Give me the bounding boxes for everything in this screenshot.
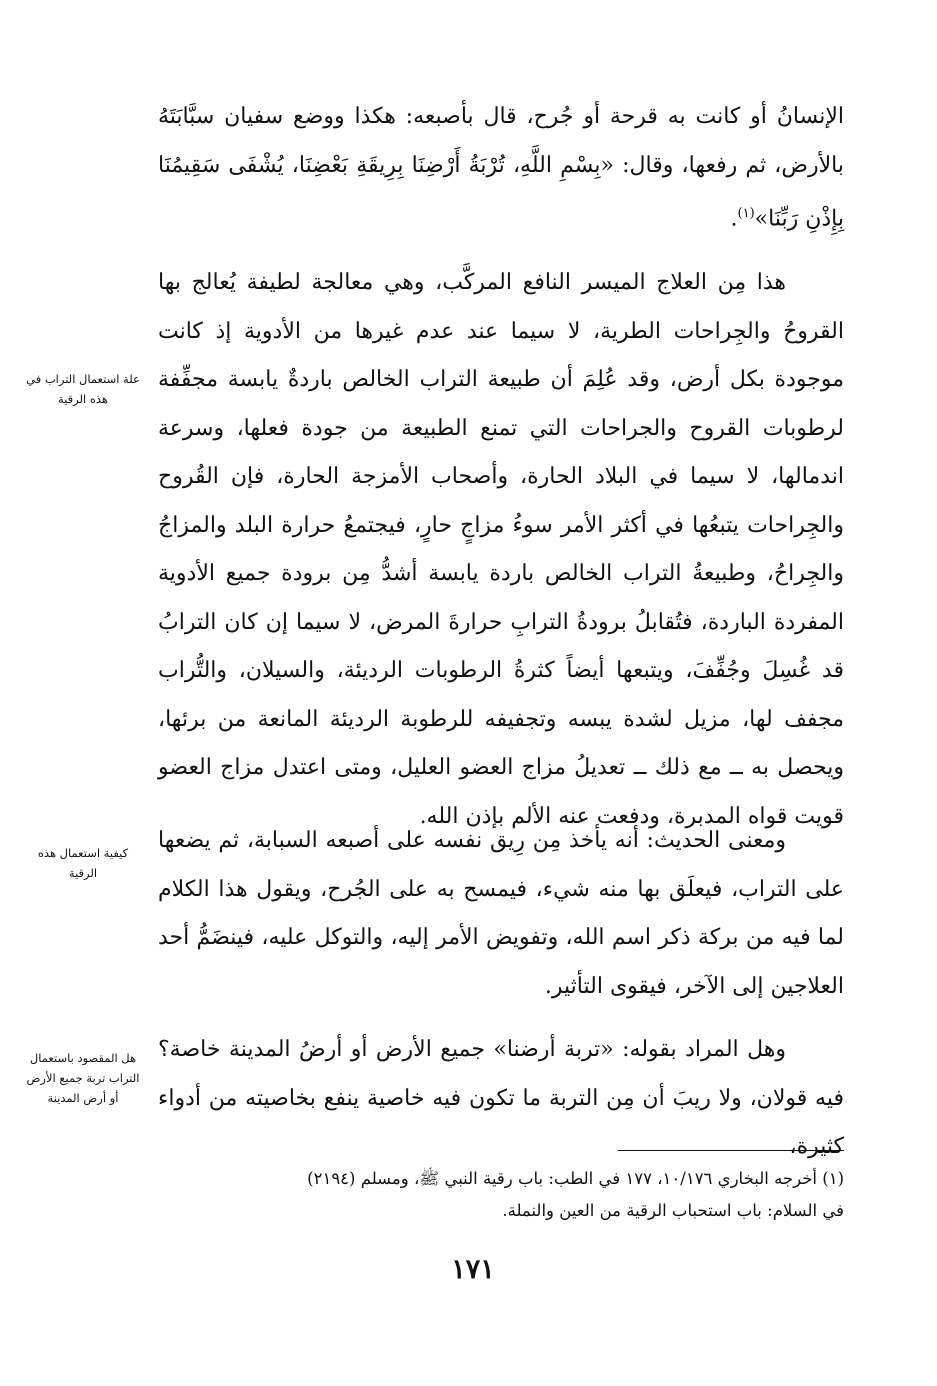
footnote-marker: (١) — [737, 206, 755, 221]
margin-note-3: هل المقصود باستعمال التراب تربة جميع الأرض أو أرض المدينة — [26, 1051, 140, 1105]
page-number: ١٧١ — [451, 1254, 495, 1285]
paragraph-1 — [158, 93, 844, 244]
margin-note-2: كيفية استعمال هذه الرقية — [37, 846, 129, 880]
paragraph-4: وهل المراد بقوله: «تربة أرضنا» جميع الأرض أو أرضُ المدينة خاصة؟ فيه قولان، ولا ريبَ أن مِن التربة ما تكون فيه خاصية ينفع بخاصيته من أدواء كثيرة، — [158, 1037, 844, 1159]
paragraph-2: هذا مِن العلاج الميسر النافع المركَّب، وهي معالجة لطيفة يُعالج بها القروحُ والجِراحات الطرية، لا سيما عند عدم غيرها من الأدوية إذ كانت موجودة بكل أرض، وقد عُلِمَ أن طبيعة التراب الخالص باردةٌ يابسة مجفِّفة لرطوبات القروح والجراحات التي تمنع الطبيعة من جودة فعلها، وسرعة اندمالها، لا سيما في البلاد الحارة، وأصحاب الأمزجة الحارة، فإن القُروح والجِراحات يتبعُها في أكثر الأمر سوءُ مزاجٍ حارٍ، فيجتمعُ حرارة البلد والمزاجُ والجِراحُ، وطبيعةُ التراب الخالص باردة يابسة أشدُّ مِن برودة جميع الأدوية المفردة الباردة، فتُقابلُ برودةُ الترابِ حرارةَ المرض، لا سيما إن كان الترابُ قد غُسِلَ وجُفِّفَ، ويتبعها أيضاً كثرةُ الرطوبات الرديئة، والسيلان، والتُّراب مجفف لها، مزيل لشدة يبسه وتجفيفه للرطوبة الرديئة المانعة من برئها، ويحصل به ــ مع ذلك ــ تعديلُ مزاج العضو العليل، ومتى اعتدل مزاج العضو قويت قواه المدبرة، ودفعت عنه الألم بإذن الله. — [158, 270, 844, 829]
footnote-line-2: في السلام: باب استحباب الرقية من العين والنملة. — [502, 1201, 844, 1220]
footnotes — [170, 1163, 844, 1227]
margin-note-1: علة استعمال التراب في هذه الرقية — [26, 372, 140, 406]
paragraph-1-end: . — [730, 206, 738, 232]
paragraph-3: ومعنى الحديث: أنه يأخذ مِن رِيق نفسه على أصبعه السبابة، ثم يضعها على التراب، فيعلَق بها منه شيء، فيمسح به على الجُرح، ويقول هذا الكلام لما فيه من بركة ذكر اسم الله، وتفويض الأمر إليه، والتوكل عليه، فينضَمُّ أحد العلاجين إلى الآخر، فيقوى التأثير. — [158, 828, 844, 999]
footnote-divider — [618, 1150, 844, 1151]
footnote-line-1: (١) أخرجه البخاري ١٠/١٧٦، ١٧٧ في الطب: باب رقية النبي ﷺ، ومسلم (٢١٩٤) — [307, 1169, 844, 1188]
paragraph-1-text: الإنسانُ أو كانت به قرحة أو جُرح، قال بأصبعه: هكذا ووضع سفيان سبَّابَتَهُ بالأرض، ثم رفعها، وقال: «بِسْمِ اللَّهِ، تُرْبَةُ أَرْضِنَا بِرِيقَةِ بَعْضِنَا، يُشْفَى سَقِيمُنَا بِإِذْنِ رَبِّنَا» — [158, 104, 844, 232]
